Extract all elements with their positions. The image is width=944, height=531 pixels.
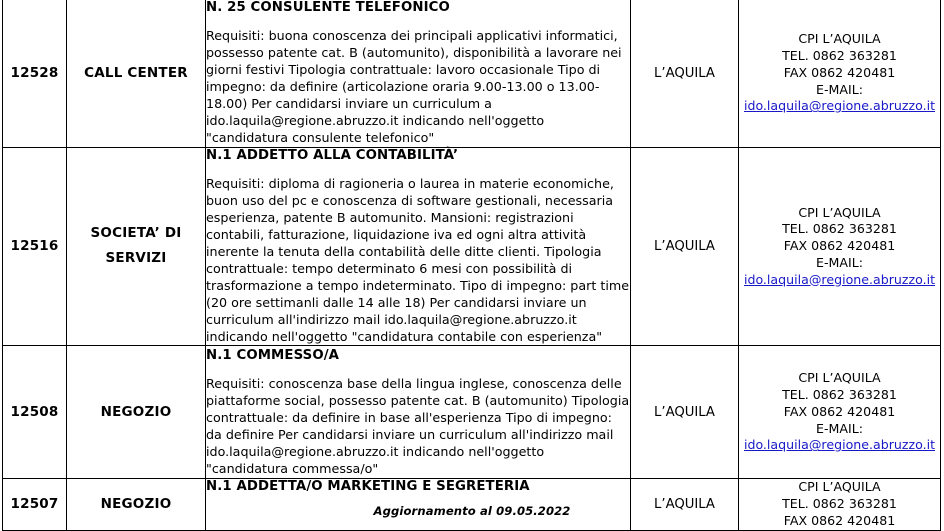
contact-fax: FAX 0862 420481 <box>783 512 896 528</box>
contact-email-label: E-MAIL: <box>816 81 863 97</box>
offer-city: L’AQUILA <box>631 346 739 479</box>
offer-description: Requisiti: buona conoscenza dei principali applicativi informatici, possesso patente cat. B (automunito), disponibilità a lavorare nei giorni festivi Tipologia contrattuale: lavoro occasionale Tipo di impegno: da definire (articolazione oraria 9.00-13.00 o 13.00-18.00) Per candidarsi inviare un curriculum a ido.laquila@regione.abruzzo.it indicando nell'oggetto "candidatura consulente telefonico" <box>206 28 622 146</box>
table-row <box>3 147 941 346</box>
contact-office: CPI L’AQUILA <box>798 204 881 220</box>
offer-city: L’AQUILA <box>631 0 739 147</box>
contact-email-link[interactable]: ido.laquila@regione.abruzzo.it <box>743 98 936 114</box>
offer-title: N.1 COMMESSO/A <box>206 347 340 363</box>
offer-city: L’AQUILA <box>631 479 739 530</box>
offer-details <box>206 346 631 479</box>
offer-contact <box>739 0 941 147</box>
offer-city: L’AQUILA <box>631 147 739 346</box>
contact-office: CPI L’AQUILA <box>798 370 881 386</box>
offer-company <box>67 147 206 346</box>
offer-company: NEGOZIO <box>67 346 206 479</box>
offer-contact <box>739 147 941 346</box>
update-date-note: Aggiornamento al 09.05.2022 <box>373 504 571 518</box>
offer-title: N.1 ADDETTO ALLA CONTABILITÀ’ <box>206 147 459 163</box>
offer-id: 12507 <box>3 479 67 530</box>
job-offers-table <box>2 0 941 531</box>
contact-email-link[interactable]: ido.laquila@regione.abruzzo.it <box>743 437 936 453</box>
offer-description: Requisiti: diploma di ragioneria o laurea in materie economiche, buon uso del pc e conoscenza di software gestionali, necessaria esperienza, patente B automunito. Mansioni: registrazioni contabili, fatturazione, liquidazione iva ed ogni altra attività inerente la tenuta della contabilità delle ditte clienti. Tipologia contrattuale: tempo determinato 6 mesi con possibilità di trasformazione a tempo indeterminato. Tipo di impegno: part time (20 ore settimanli dalle 14 alle 18) Per candidarsi inviare un curriculum all'indirizzo mail ido.laquila@regione.abruzzo.it indicando nell'oggetto "candidatura contabile con esperienza" <box>206 175 630 345</box>
offer-id: 12516 <box>3 147 67 346</box>
contact-fax: FAX 0862 420481 <box>783 238 896 254</box>
table-row <box>3 346 941 479</box>
offer-title: N. 25 CONSULENTE TELEFONICO <box>206 0 450 15</box>
contact-office: CPI L’AQUILA <box>798 479 881 495</box>
contact-tel: TEL. 0862 363281 <box>782 221 897 237</box>
contact-email-label: E-MAIL: <box>816 254 863 270</box>
offer-id: 12508 <box>3 346 67 479</box>
contact-tel: TEL. 0862 363281 <box>782 387 897 403</box>
contact-fax: FAX 0862 420481 <box>783 403 896 419</box>
offer-details <box>206 147 631 346</box>
offer-company: CALL CENTER <box>67 0 206 147</box>
contact-tel: TEL. 0862 363281 <box>782 48 897 64</box>
offer-title: N.1 ADDETTA/O MARKETING E SEGRETERIA <box>206 479 530 495</box>
offer-id: 12528 <box>3 0 67 147</box>
offer-company-line1: SOCIETA’ DI <box>90 225 182 242</box>
contact-email-link[interactable]: ido.laquila@regione.abruzzo.it <box>743 271 936 287</box>
offer-company-line2: SERVIZI <box>105 250 167 267</box>
contact-office: CPI L’AQUILA <box>798 31 881 47</box>
offer-contact <box>739 346 941 479</box>
contact-email-label: E-MAIL: <box>816 420 863 436</box>
table-row <box>3 0 941 147</box>
offer-company: NEGOZIO <box>67 479 206 530</box>
offer-details <box>206 0 631 147</box>
offer-description: Requisiti: conoscenza base della lingua inglese, conoscenza delle piattaforme social, possesso patente cat. B (automunito) Tipologia contrattuale: da definire in base all'esperienza Tipo di impegno: da definire Per candidarsi inviare un curriculum all'indirizzo mail ido.laquila@regione.abruzzo.it indicando nell'oggetto "candidatura commessa/o" <box>206 375 630 476</box>
contact-tel: TEL. 0862 363281 <box>782 496 897 512</box>
contact-fax: FAX 0862 420481 <box>783 64 896 80</box>
